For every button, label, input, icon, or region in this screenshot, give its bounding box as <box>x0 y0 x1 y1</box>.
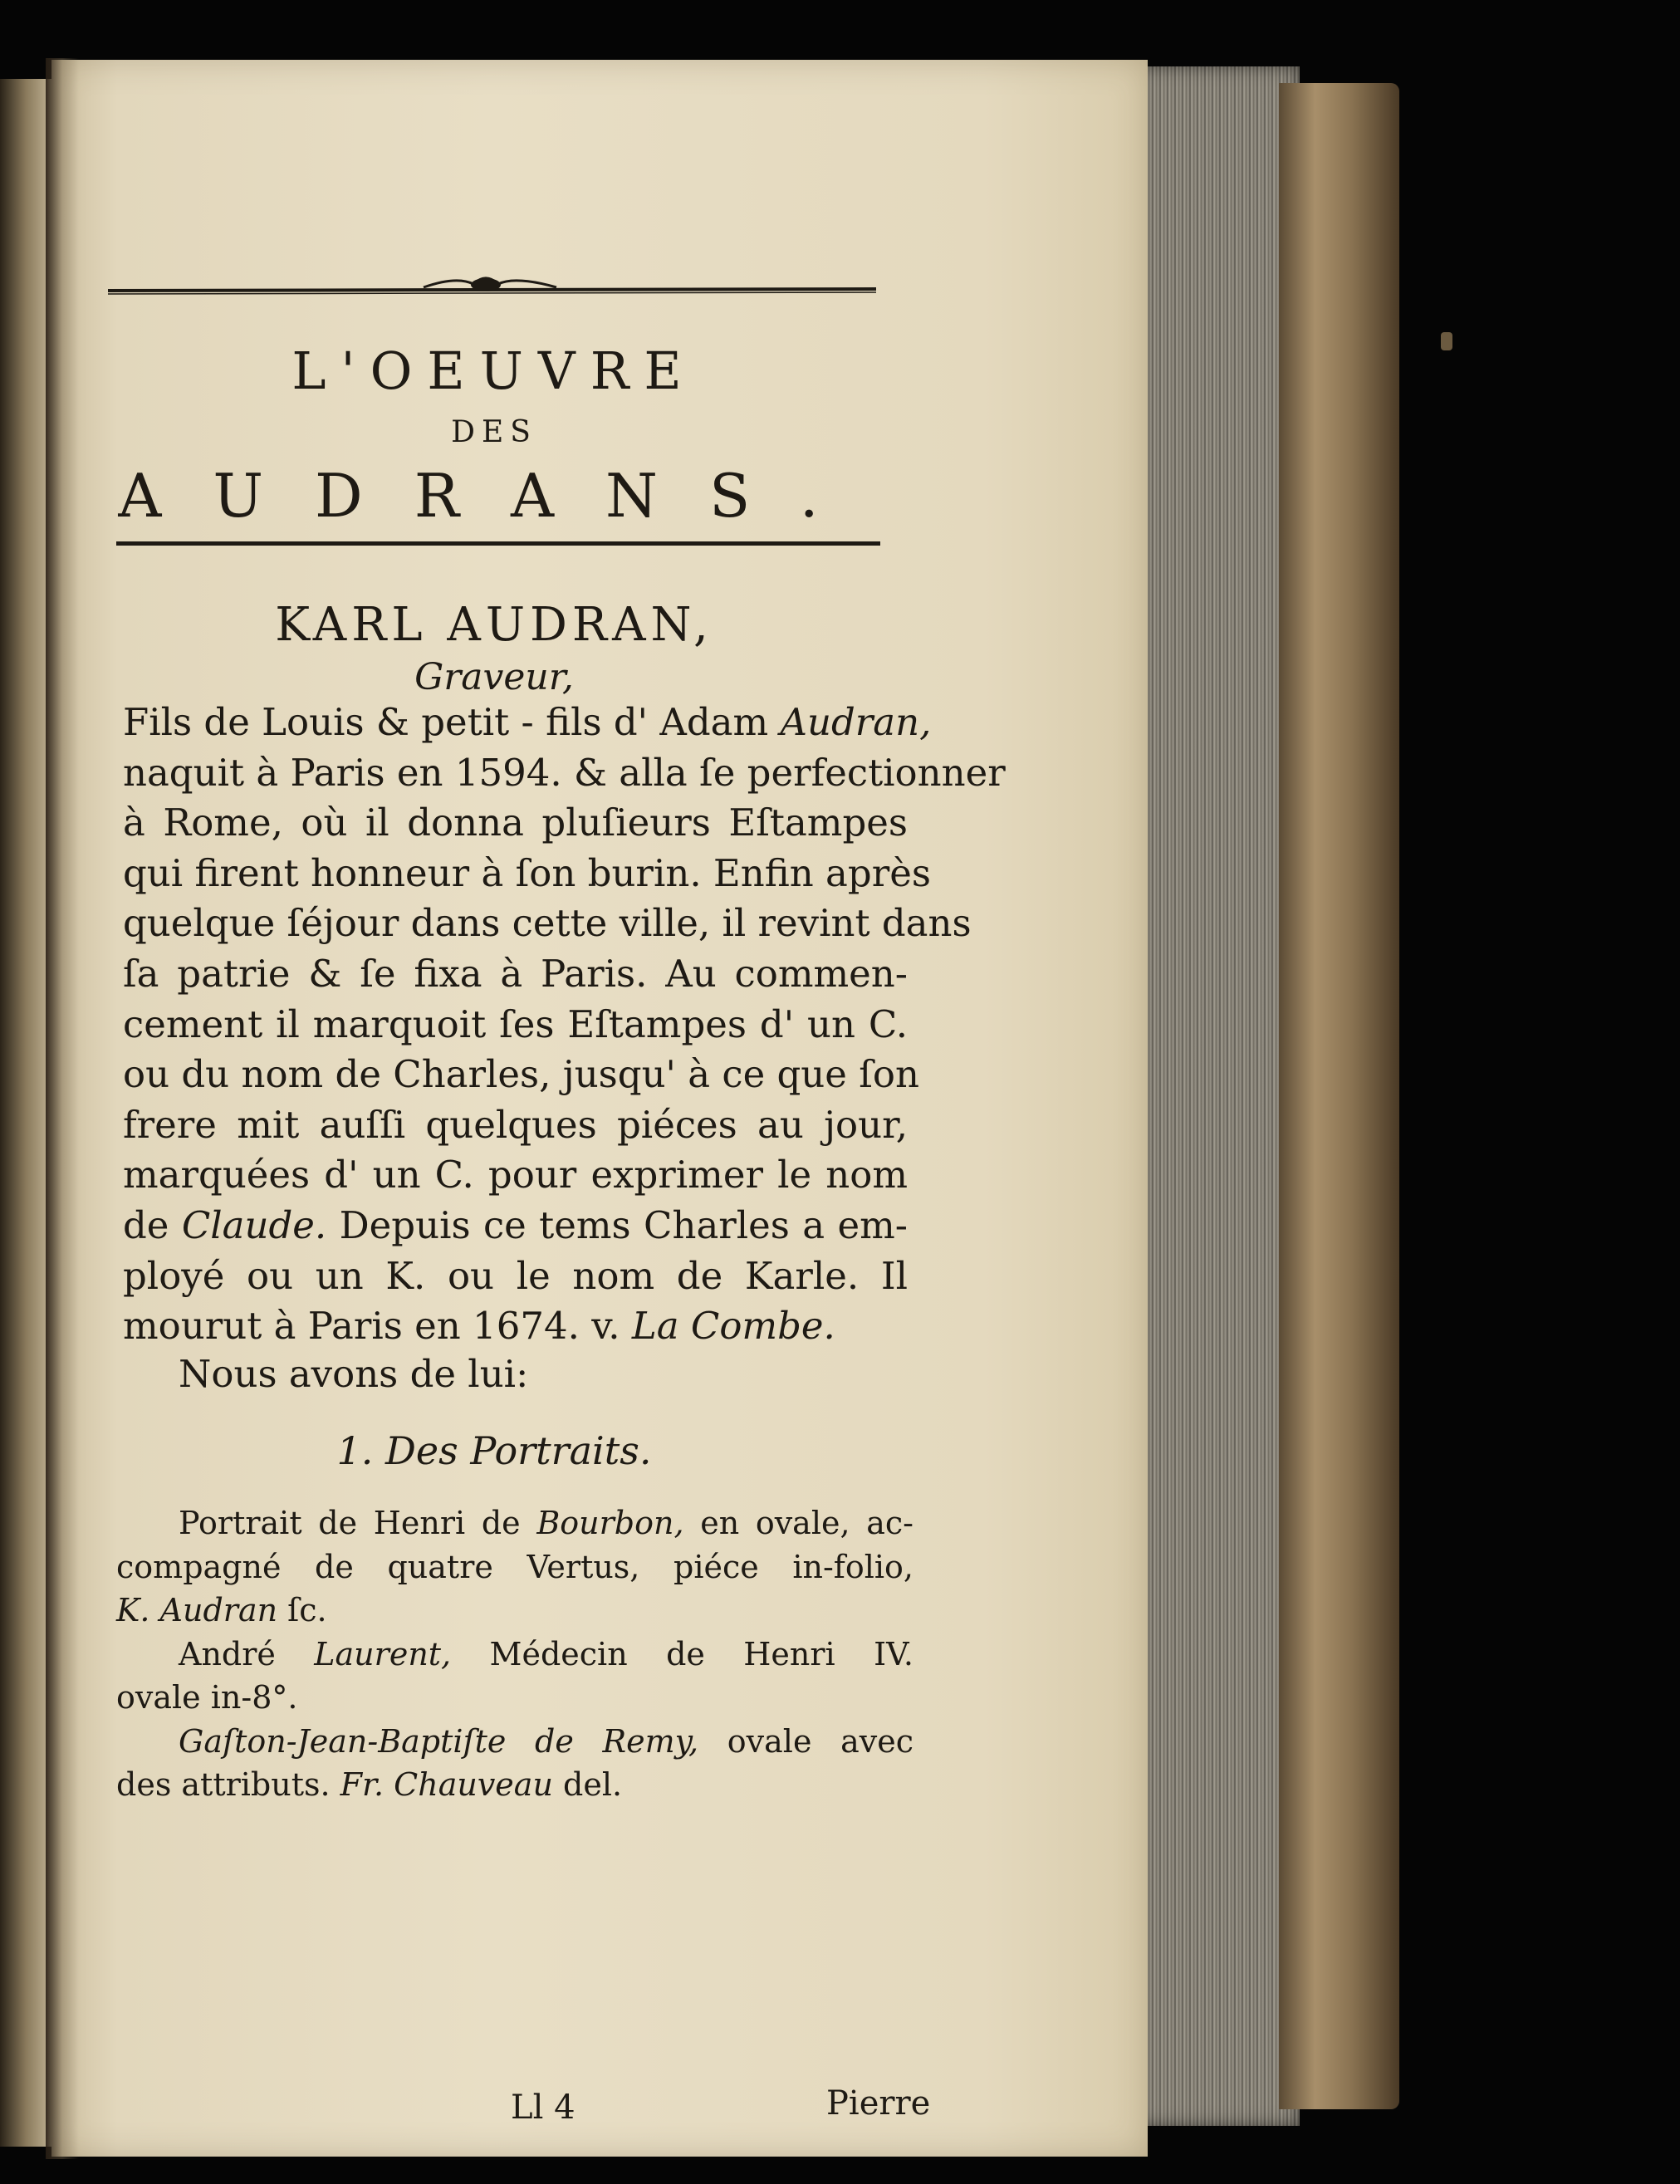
paragraph-line: frere mit auſſi quelques piéces au jour, <box>123 1102 908 1147</box>
paragraph-line: Fils de Louis & petit - fils d' Adam Audran, <box>123 700 932 744</box>
section-heading: 1. Des Portraits. <box>336 1428 652 1473</box>
profession-label: Graveur, <box>414 656 574 698</box>
entry-line: compagné de quatre Vertus, piéce in-folio, <box>116 1548 913 1585</box>
paragraph-line: marquées d' un C. pour exprimer le nom <box>123 1153 908 1197</box>
paragraph-line: ployé ou un K. ou le nom de Karle. Il <box>123 1253 908 1298</box>
entry-line: Gaſton-Jean-Baptiſte de Remy, ovale avec <box>179 1722 913 1760</box>
intro-line: Nous avons de lui: <box>179 1352 529 1396</box>
paragraph-line: ſa patrie & ſe fixa à Paris. Au commen- <box>123 951 908 996</box>
paragraph-line: à Rome, où il donna pluſieurs Eſtampes <box>123 801 908 845</box>
book-cover-edge <box>1279 83 1399 2109</box>
paragraph-line: ou du nom de Charles, jusqu' à ce que ſon <box>123 1052 919 1097</box>
cover-mark <box>1441 332 1452 350</box>
entry-line: K. Audran ſc. <box>116 1592 327 1628</box>
catchword: Pierre <box>826 2084 931 2123</box>
paragraph-line: cement il marquoit ſes Eſtampes d' un C. <box>123 1001 908 1046</box>
portrait-entries <box>116 1501 914 1807</box>
gutter-shadow <box>46 58 79 2159</box>
paragraph-line: qui firent honneur à ſon burin. Enfin après <box>123 850 931 895</box>
title-line-des: DES <box>451 415 537 449</box>
plain-rule <box>116 540 880 548</box>
biography-paragraph <box>123 698 1006 1352</box>
entry-line: André Laurent, Médecin de Henri IV. <box>179 1635 913 1672</box>
title-line-oeuvre: L'OEUVRE <box>291 340 697 401</box>
signature-mark: Ll 4 <box>511 2089 576 2127</box>
paragraph-line: quelque ſéjour dans cette ville, il revint dans <box>123 901 972 946</box>
entry-line: ovale in-8°. <box>116 1679 298 1716</box>
title-line-audrans: AUDRANS. <box>118 461 870 531</box>
page-block-edges <box>1134 66 1300 2126</box>
ornamental-rule <box>108 274 876 299</box>
paragraph-line: de Claude. Depuis ce tems Charles a em- <box>123 1202 908 1247</box>
entry-line: Portrait de Henri de Bourbon, en ovale, ac- <box>179 1505 914 1541</box>
paragraph-line: naquit à Paris en 1594. & alla ſe perfectionner <box>123 750 1006 795</box>
paragraph-line: mourut à Paris en 1674. v. La Combe. <box>123 1304 835 1349</box>
subject-heading: KARL AUDRAN, <box>275 598 713 652</box>
entry-line: des attributs. Fr. Chauveau del. <box>116 1766 623 1803</box>
